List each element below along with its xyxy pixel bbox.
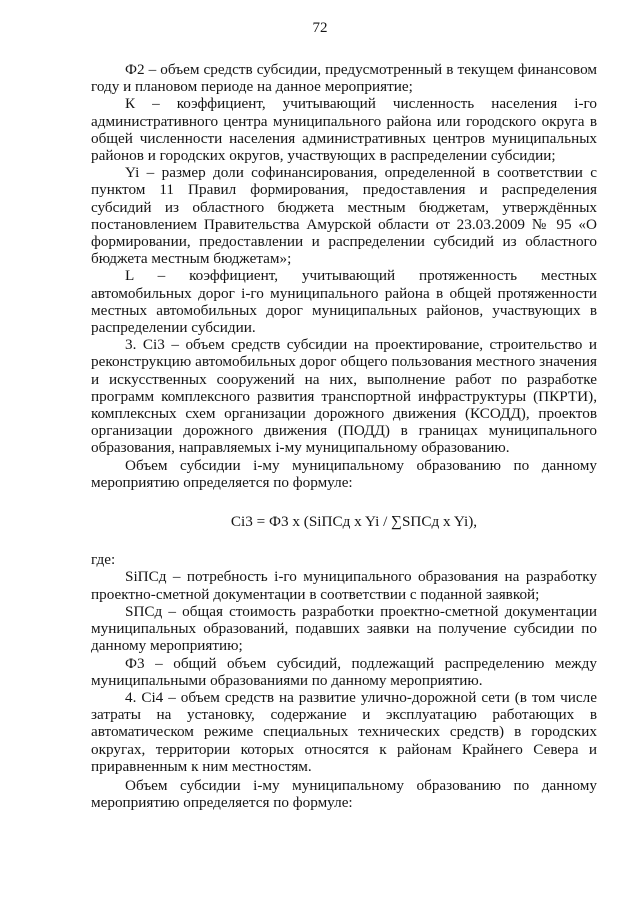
where-label: где:	[91, 551, 116, 569]
paragraph-sipsd-definition: SiПСд – потребность i-го муниципального образования на разработку проектно-сметной документации в соответствии с поданной заявкой;	[91, 568, 597, 603]
paragraph-formula-intro-2: Объем субсидии i-му муниципальному образованию по данному мероприятию определяется по формуле:	[91, 776, 597, 812]
paragraph-f3-definition: Ф3 – общий объем субсидий, подлежащий распределению между муниципальными образованиями по данному мероприятию.	[91, 654, 597, 689]
paragraph-formula-intro-1: Объем субсидии i-му муниципальному образованию по данному мероприятию определяется по формуле:	[91, 456, 597, 491]
paragraph-yi-definition: Yi – размер доли софинансирования, определенной в соответствии с пунктом 11 Правил формирования, предоставления и распределения субсидий из областного бюджета местным бюджетам, утверждённых постановлением Правительства Амурской области от 23.03.2009 № 95 «О формировании, предоставлении и распределении субсидий из областного бюджета местным бюджетам»;	[91, 164, 597, 268]
paragraph-spsd-definition: SПСд – общая стоимость разработки проектно-сметной документации муниципальных образований, подавших заявки на получение субсидии по данному мероприятию;	[91, 602, 597, 655]
formula-ci3: Ci3 = Ф3 x (SiПСд x Yi / ∑SПСд x Yi),	[230, 513, 478, 531]
paragraph-k-definition: К – коэффициент, учитывающий численность населения i-го административного центра муниципального района или городского округа в общей численности населения административных центров муниципальных районов и городских округов, участвующих в распределении субсидии;	[91, 95, 597, 165]
page-number: 72	[312, 20, 328, 36]
paragraph-section-4: 4. Ci4 – объем средств на развитие улично-дорожной сети (в том числе затраты на установку, содержание и эксплуатацию работающих в автоматическом режиме специальных технических средств) в городских округах, территории которых относятся к районам Крайнего Севера и приравненным к ним местностям.	[91, 688, 597, 775]
paragraph-f2-definition: Ф2 – объем средств субсидии, предусмотренный в текущем финансовом году и плановом периоде на данное мероприятие;	[91, 61, 597, 96]
paragraph-section-3: 3. Ci3 – объем средств субсидии на проектирование, строительство и реконструкцию автомобильных дорог общего пользования местного значения и искусственных сооружений на них, выполнение работ по разработке программ комплексного развития транспортной инфраструктуры (ПКРТИ), комплексных схем организации дорожного движения (КСОДД), проектов организации дорожного движения (ПОДД) в границах муниципального образования, направляемых i-му муниципальному образованию.	[91, 336, 597, 457]
document-body	[91, 61, 597, 811]
paragraph-l-definition: L – коэффициент, учитывающий протяженность местных автомобильных дорог i-го муниципального района в общей протяженности местных автомобильных дорог муниципальных районов, участвующих в распределении субсидии.	[91, 267, 597, 337]
